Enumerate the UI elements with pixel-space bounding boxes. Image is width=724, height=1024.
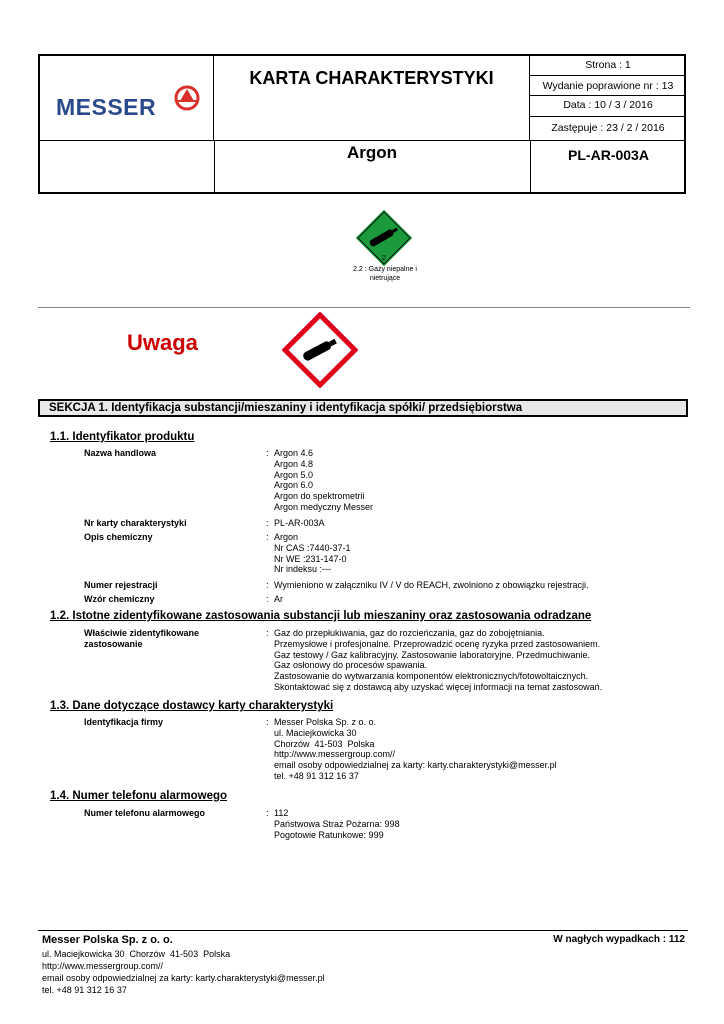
chemical-formula-value: Ar bbox=[274, 594, 283, 604]
messer-logo-text: MESSER bbox=[56, 94, 157, 120]
footer-contact-details: ul. Maciejkowicka 30 Chorzów 41-503 Polska http://www.messergroup.com// email osoby odpowiedzialnej za karty: karty.charakterystyki@messer.pl tel. +48 91 312 16 37 bbox=[42, 949, 325, 995]
issue-date: Data : 10 / 3 / 2016 bbox=[530, 96, 686, 117]
company-identification-label: Identyfikacja firmy bbox=[84, 717, 164, 727]
meta-cell bbox=[530, 56, 686, 140]
colon: : bbox=[266, 628, 269, 638]
messer-logo-icon bbox=[173, 84, 201, 112]
title-cell bbox=[214, 56, 530, 140]
colon: : bbox=[266, 532, 269, 542]
colon: : bbox=[266, 448, 269, 458]
registration-number-label: Numer rejestracji bbox=[84, 580, 158, 590]
horizontal-divider bbox=[38, 307, 690, 308]
footer-company-name: Messer Polska Sp. z o. o. bbox=[42, 934, 173, 946]
subsection-1-1-heading: 1.1. Identyfikator produktu bbox=[50, 431, 195, 443]
pictogram-caption-line-1: 2.2 : Gazy niepalne i bbox=[353, 266, 417, 273]
signal-word: Uwaga bbox=[127, 330, 198, 355]
pictogram-caption bbox=[335, 265, 435, 283]
gas-cylinder-transport-pictogram bbox=[354, 208, 414, 268]
colon: : bbox=[266, 717, 269, 727]
trade-name-value: Argon 4.6 Argon 4.8 Argon 5.0 Argon 6.0 Argon do spektrometrii Argon medyczny Messer bbox=[274, 448, 374, 512]
colon: : bbox=[266, 518, 269, 528]
subsection-1-3-heading: 1.3. Dane dotyczące dostawcy karty charakterystyki bbox=[50, 700, 334, 712]
sds-number-value: PL-AR-003A bbox=[274, 518, 325, 528]
colon: : bbox=[266, 594, 269, 604]
identified-uses-label: Właściwie zidentyfikowane zastosowanie bbox=[84, 628, 200, 649]
pictogram-caption-line-2: nietrujące bbox=[369, 275, 401, 282]
document-header bbox=[38, 54, 686, 194]
colon: : bbox=[266, 808, 269, 818]
company-identification-value: Messer Polska Sp. z o. o. ul. Maciejkowicka 30 Chorzów 41-503 Polska http://www.messergroup.com// email osoby odpowiedzialnej za karty: karty.charakterystyki@messer.pl tel. +48 91 312 16 37 bbox=[274, 717, 557, 781]
chemical-description-value: Argon Nr CAS :7440-37-1 Nr WE :231-147-0 Nr indeksu :--- bbox=[274, 532, 351, 575]
product-name: Argon bbox=[346, 143, 398, 162]
chemical-formula-label: Wzór chemiczny bbox=[84, 594, 155, 604]
sds-number-label: Nr karty charakterystyki bbox=[84, 518, 187, 528]
product-code-cell bbox=[530, 141, 686, 193]
product-row bbox=[40, 140, 684, 192]
pictogram-number: 2 bbox=[382, 255, 386, 262]
footer-divider bbox=[38, 930, 688, 931]
supersedes-date: Zastępuje : 23 / 2 / 2016 bbox=[551, 122, 665, 134]
registration-number-value: Wymieniono w załączniku IV / V do REACH, zwolniono z obowiązku rejestracji. bbox=[274, 580, 589, 590]
identified-uses-value: Gaz do przepłukiwania, gaz do rozcieńczania, gaz do zobojętniania. Przemysłowe i profesjonalne. Przeprowadzić ocenę ryzyka przed zastosowaniem. Gaz testowy / Gaz kalibracyjny. Zastosowanie laboratoryjne. Przedmuchiwanie. Gaz osłonowy do procesów spawania. Zastosowanie do wytwarzania komponentów elektronicznych/fotowoltaicznych. Skontaktować się z dostawcą aby uzyskać więcej informacji na temat zastosowań. bbox=[274, 628, 603, 692]
emergency-phone-value: 112 Państwowa Straż Pożarna: 998 Pogotowie Ratunkowe: 999 bbox=[274, 808, 400, 840]
footer-emergency-number: W nagłych wypadkach : 112 bbox=[553, 934, 685, 945]
document-title: KARTA CHARAKTERYSTYKI bbox=[249, 68, 494, 88]
revision-number: Wydanie poprawione nr : 13 bbox=[530, 77, 686, 96]
chemical-description-label: Opis chemiczny bbox=[84, 532, 153, 542]
logo-cell bbox=[40, 56, 214, 140]
trade-name-label: Nazwa handlowa bbox=[84, 448, 157, 458]
colon: : bbox=[266, 580, 269, 590]
subsection-1-2-heading: 1.2. Istotne zidentyfikowane zastosowania substancji lub mieszaniny oraz zastosowania odradzane bbox=[50, 610, 592, 622]
section-1-title: SEKCJA 1. Identyfikacja substancji/mieszaniny i identyfikacja spółki/ przedsiębiorstwa bbox=[38, 399, 688, 417]
ghs-gas-cylinder-icon bbox=[282, 312, 358, 388]
page-number: Strona : 1 bbox=[530, 59, 686, 76]
product-code: PL-AR-003A bbox=[568, 147, 649, 163]
subsection-1-4-heading: 1.4. Numer telefonu alarmowego bbox=[50, 790, 228, 802]
emergency-phone-label: Numer telefonu alarmowego bbox=[84, 808, 206, 818]
